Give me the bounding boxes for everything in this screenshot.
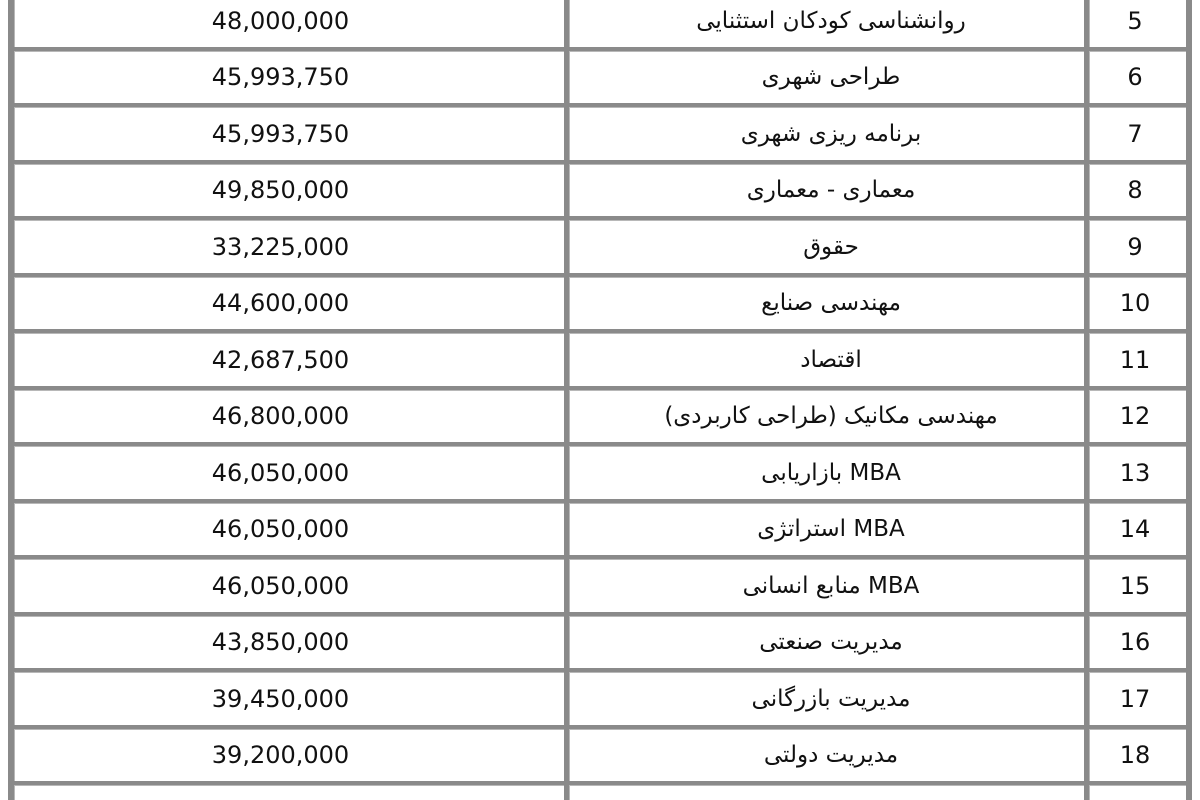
amount-cell: 39,200,000	[14, 729, 564, 782]
program-title-cell: روانشناسی کودکان استثنایی	[569, 0, 1084, 47]
table-row	[11, 107, 1189, 160]
amount-cell: 33,225,000	[14, 220, 564, 273]
program-title-cell: MBA بازاریابی	[569, 446, 1084, 499]
table-row	[11, 333, 1189, 386]
program-title-cell: حقوق	[569, 220, 1084, 273]
program-title-cell: طراحی شهری	[569, 51, 1084, 104]
row-number-cell: 5	[1089, 0, 1186, 47]
amount-cell: 48,000,000	[14, 0, 564, 47]
row-number-cell: 11	[1089, 333, 1186, 386]
table-row	[11, 277, 1189, 330]
program-title-cell: برنامه ریزی شهری	[569, 107, 1084, 160]
amount-cell: 43,850,000	[14, 616, 564, 669]
amount-cell: 39,450,000	[14, 672, 564, 725]
amount-cell: 49,850,000	[14, 164, 564, 217]
row-number-cell: 17	[1089, 672, 1186, 725]
row-number-cell: 18	[1089, 729, 1186, 782]
amount-cell: 46,800,000	[14, 390, 564, 443]
row-number-cell: 16	[1089, 616, 1186, 669]
table-row	[11, 446, 1189, 499]
row-number-cell: 6	[1089, 51, 1186, 104]
table-row-partial	[11, 785, 1189, 800]
amount-cell: 45,993,750	[14, 107, 564, 160]
program-title-cell-partial	[569, 785, 1084, 800]
amount-cell: 45,993,750	[14, 51, 564, 104]
table-row	[11, 0, 1189, 47]
program-title-cell: مدیریت دولتی	[569, 729, 1084, 782]
program-title-cell: MBA استراتژی	[569, 503, 1084, 556]
program-title-cell: اقتصاد	[569, 333, 1084, 386]
program-title-cell: مهندسی مکانیک (طراحی کاربردی)	[569, 390, 1084, 443]
amount-cell: 46,050,000	[14, 559, 564, 612]
program-title-cell: مدیریت بازرگانی	[569, 672, 1084, 725]
table-row	[11, 729, 1189, 782]
program-title-cell: معماری - معماری	[569, 164, 1084, 217]
program-title-cell: MBA منابع انسانی	[569, 559, 1084, 612]
table-row	[11, 164, 1189, 217]
row-number-cell: 7	[1089, 107, 1186, 160]
row-number-cell: 13	[1089, 446, 1186, 499]
amount-cell: 46,050,000	[14, 446, 564, 499]
table-row	[11, 51, 1189, 104]
table-row	[11, 672, 1189, 725]
table-row	[11, 559, 1189, 612]
row-number-cell: 10	[1089, 277, 1186, 330]
amount-cell: 42,687,500	[14, 333, 564, 386]
amount-cell: 44,600,000	[14, 277, 564, 330]
table-row	[11, 616, 1189, 669]
amount-cell: 46,050,000	[14, 503, 564, 556]
program-title-cell: مدیریت صنعتی	[569, 616, 1084, 669]
amount-cell-partial	[14, 785, 564, 800]
tuition-table	[8, 0, 1192, 800]
table-row	[11, 220, 1189, 273]
row-number-cell: 15	[1089, 559, 1186, 612]
program-title-cell: مهندسی صنایع	[569, 277, 1084, 330]
row-number-cell: 14	[1089, 503, 1186, 556]
table-row	[11, 503, 1189, 556]
table-row	[11, 390, 1189, 443]
row-number-cell: 12	[1089, 390, 1186, 443]
row-number-cell: 9	[1089, 220, 1186, 273]
row-number-cell-partial	[1089, 785, 1186, 800]
row-number-cell: 8	[1089, 164, 1186, 217]
